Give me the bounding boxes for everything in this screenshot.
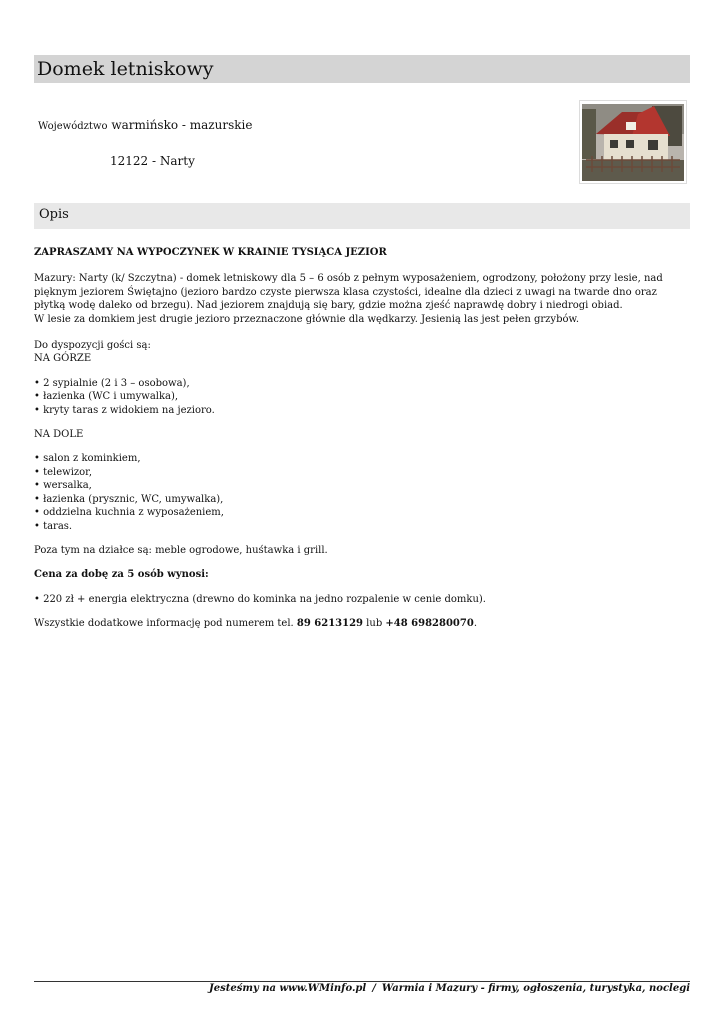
intro-paragraph: Mazury: Narty (k/ Szczytna) - domek letniskowy dla 5 – 6 osób z pełnym wyposażeniem, ogrodzony, położony przy lesie, nad pięknym jeziorem Świętajno (jezioro bardzo czyste pierwsza klasa czystości, idealne dla dzieci z uwagi na twarde dno oraz płytką wodę daleko od brzegu). Nad jeziorem znajdują się bary, gdzie można zjeść naprawdę dobry i niedrogi obiad. — [34, 273, 663, 312]
upstairs-label: NA GÓRZE — [34, 353, 92, 365]
contact-middle: lub — [363, 618, 386, 630]
extras: Poza tym na działce są: meble ogrodowe, huśtawka i grill. — [34, 544, 328, 556]
region-label: Województwo — [38, 121, 108, 132]
list-item: • oddzielna kuchnia z wyposażeniem, — [34, 506, 690, 519]
footer-divider — [34, 981, 690, 982]
list-item: • telewizor, — [34, 466, 690, 479]
section-header — [34, 203, 690, 229]
description — [34, 246, 690, 631]
available-label: Do dyspozycji gości są: — [34, 340, 151, 352]
list-item: • salon z kominkiem, — [34, 452, 690, 465]
page-title: Domek letniskowy — [37, 58, 214, 80]
section-title: Opis — [39, 207, 69, 222]
headline: ZAPRASZAMY NA WYPOCZYNEK W KRAINIE TYSIĄCA JEZIOR — [34, 247, 387, 258]
phone-number[interactable]: 89 6213129 — [296, 618, 363, 630]
footer-separator: / — [372, 983, 376, 994]
contact-prefix: Wszystkie dodatkowe informację pod numerem tel. — [34, 618, 297, 630]
downstairs-list — [34, 452, 690, 532]
title-bar — [34, 55, 690, 83]
price-list — [34, 593, 690, 606]
list-item: • 2 sypialnie (2 i 3 – osobowa), — [34, 377, 690, 390]
downstairs-label: NA DOLE — [34, 429, 84, 441]
list-item: • 220 zł + energia elektryczna (drewno do kominka na jedno rozpalenie w cenie domku). — [34, 593, 690, 606]
upstairs-list — [34, 377, 690, 417]
footer-site-link[interactable]: Jesteśmy na www.WMinfo.pl — [209, 983, 367, 994]
footer-tagline: Warmia i Mazury - firmy, ogłoszenia, turystyka, noclegi — [381, 983, 690, 994]
contact-suffix: . — [473, 618, 477, 630]
house-photo[interactable] — [579, 100, 687, 184]
list-item: • wersalka, — [34, 479, 690, 492]
region-line — [38, 118, 252, 132]
footer — [209, 983, 690, 994]
contact-line — [34, 617, 690, 630]
list-item: • kryty taras z widokiem na jezioro. — [34, 404, 690, 417]
region-value: warmińsko - mazurskie — [111, 118, 253, 132]
list-item: • taras. — [34, 520, 690, 533]
house-photo-icon — [582, 104, 684, 181]
intro-paragraph-2: W lesie za domkiem jest drugie jezioro przeznaczone głównie dla wędkarzy. Jesienią las jest pełen grzybów. — [34, 313, 580, 325]
list-item: • łazienka (prysznic, WC, umywalka), — [34, 493, 690, 506]
locality: 12122 - Narty — [110, 154, 195, 168]
price-heading: Cena za dobę za 5 osób wynosi: — [34, 569, 209, 581]
mobile-number[interactable]: +48 698280070 — [385, 618, 474, 630]
list-item: • łazienka (WC i umywalka), — [34, 390, 690, 403]
